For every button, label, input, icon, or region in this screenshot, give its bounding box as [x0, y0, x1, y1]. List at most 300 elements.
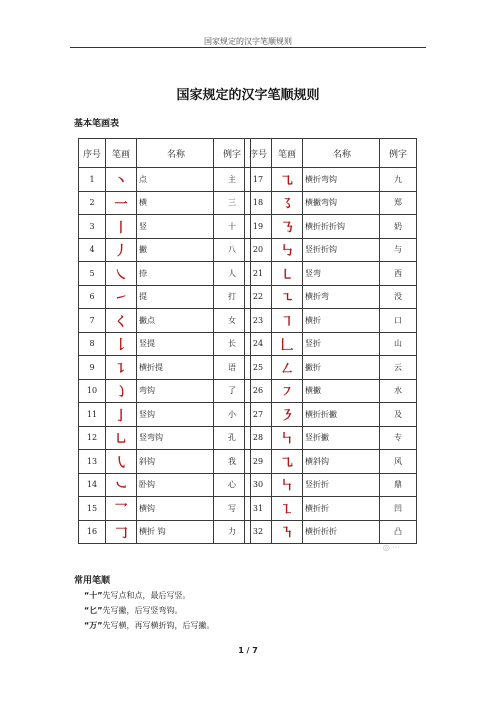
stroke-glyph: ㇀: [114, 291, 128, 307]
stroke-glyph-cell: [272, 379, 303, 403]
stroke-name: 撇: [139, 245, 147, 255]
stroke-glyph-cell: [106, 309, 137, 333]
table-row: [245, 473, 417, 497]
example-character: 主: [228, 174, 236, 184]
stroke-glyph: ㇈: [280, 455, 294, 471]
stroke-name: 横折折: [305, 503, 329, 513]
example-character-cell: [380, 285, 417, 309]
row-number: 27: [252, 409, 264, 419]
row-number: 23: [252, 315, 264, 325]
stroke-name-cell: [303, 520, 380, 544]
example-character: 了: [228, 386, 236, 396]
stroke-glyph-cell: [272, 332, 303, 356]
row-number: 1: [89, 174, 95, 184]
stroke-glyph: く: [114, 314, 128, 330]
stroke-glyph-cell: [106, 356, 137, 380]
row-number: 7: [89, 315, 95, 325]
stroke-name-cell: [137, 168, 214, 192]
stroke-table-image: [78, 138, 410, 555]
row-number: 18: [252, 198, 264, 208]
stroke-name: 横折折撇: [305, 409, 337, 419]
table-row: [245, 238, 417, 262]
stroke-glyph-cell: [106, 332, 137, 356]
stroke-name-cell: [137, 403, 214, 427]
page-number: 1 / 7: [238, 646, 258, 655]
stroke-name: 捺: [139, 268, 147, 278]
example-character: 十: [228, 221, 236, 231]
stroke-name: 横折弯钩: [305, 174, 337, 184]
example-character: 力: [228, 527, 236, 537]
row-number-cell: [245, 473, 272, 497]
stroke-glyph-cell: [106, 191, 137, 215]
stroke-glyph: ㇊: [114, 361, 128, 377]
row-number: 25: [252, 362, 264, 372]
example-character-cell: [380, 473, 417, 497]
stroke-glyph-cell: [272, 356, 303, 380]
row-number: 9: [89, 362, 95, 372]
stroke-glyph-cell: [272, 473, 303, 497]
table-row: [245, 285, 417, 309]
example-character: 与: [394, 245, 402, 255]
stroke-name-cell: [137, 238, 214, 262]
stroke-name-cell: [137, 191, 214, 215]
stroke-name: 横折: [305, 315, 321, 325]
stroke-glyph-cell: [106, 262, 137, 286]
row-number: 28: [252, 433, 264, 443]
row-number: 11: [86, 409, 98, 419]
row-number-cell: [79, 473, 106, 497]
row-number-cell: [245, 191, 272, 215]
row-number: 20: [252, 245, 264, 255]
stroke-glyph-cell: [272, 215, 303, 239]
row-number-cell: [79, 238, 106, 262]
header-rule: [70, 47, 426, 48]
header-stroke: 笔画: [272, 139, 303, 168]
row-number: 16: [86, 527, 98, 537]
table-row: [79, 168, 251, 192]
stroke-name: 提: [139, 292, 147, 302]
stroke-name-cell: [137, 520, 214, 544]
row-number-cell: [79, 379, 106, 403]
example-character: 专: [394, 433, 402, 443]
header-example: 例字: [214, 139, 251, 168]
example-character: 没: [394, 292, 402, 302]
table-row: [245, 215, 417, 239]
stroke-glyph: 乛: [114, 502, 128, 518]
stroke-glyph-cell: [106, 426, 137, 450]
stroke-glyph-cell: [106, 285, 137, 309]
section-heading-basic-strokes: 基本笔画表: [74, 119, 120, 129]
example-character: 心: [228, 480, 236, 490]
row-number-cell: [79, 309, 106, 333]
row-number-cell: [245, 262, 272, 286]
example-character: 凹: [394, 503, 402, 513]
stroke-name-cell: [303, 379, 380, 403]
table-row: [79, 520, 251, 544]
row-number-cell: [245, 356, 272, 380]
example-character-cell: [380, 332, 417, 356]
stroke-glyph: ㇉: [280, 244, 294, 260]
stroke-glyph: 𠃌: [114, 526, 128, 542]
header-name: 名称: [303, 139, 380, 168]
stroke-name-cell: [137, 215, 214, 239]
stroke-glyph-cell: [106, 497, 137, 521]
row-number-cell: [245, 497, 272, 521]
table-row: [245, 262, 417, 286]
table-row: [79, 426, 251, 450]
stroke-name-cell: [303, 262, 380, 286]
stroke-glyph-cell: [272, 403, 303, 427]
example-character: 九: [394, 174, 402, 184]
stroke-glyph-cell: [272, 168, 303, 192]
header-name: 名称: [137, 139, 214, 168]
rule-key: 十: [89, 591, 98, 600]
table-row: [79, 379, 251, 403]
stroke-name: 竖折折钩: [305, 245, 337, 255]
example-character: 我: [228, 456, 236, 466]
stroke-glyph: ㇇: [280, 385, 294, 401]
stroke-name: 斜钩: [139, 456, 155, 466]
stroke-name-cell: [137, 473, 214, 497]
example-character: 女: [228, 315, 236, 325]
row-number-cell: [79, 356, 106, 380]
stroke-name-cell: [137, 379, 214, 403]
stroke-glyph-cell: [272, 426, 303, 450]
row-number: 29: [252, 456, 264, 466]
table-header-row: [79, 139, 251, 168]
header-number: 序号: [245, 139, 272, 168]
example-character: 长: [228, 339, 236, 349]
stroke-glyph: 一: [114, 197, 128, 213]
stroke-glyph-cell: [106, 379, 137, 403]
row-number: 22: [252, 292, 264, 302]
stroke-name-cell: [137, 450, 214, 474]
table-row: [79, 215, 251, 239]
example-character: 风: [394, 456, 402, 466]
running-header: 国家规定的汉字笔顺规则: [204, 37, 292, 46]
stroke-glyph: ㇋: [280, 408, 294, 424]
rule-text: 先写横，再写横折钩，后写撇。: [102, 621, 215, 630]
stroke-glyph: ㇞: [280, 432, 294, 448]
stroke-glyph: 丶: [114, 173, 128, 189]
table-row: [245, 191, 417, 215]
stroke-name: 横撇: [305, 386, 321, 396]
stroke-glyph: ㇟: [114, 432, 128, 448]
stroke-name: 竖提: [139, 339, 155, 349]
table-row: [79, 309, 251, 333]
rule-key: 匕: [89, 606, 98, 615]
stroke-name: 撇折: [305, 362, 321, 372]
stroke-glyph: 𠃊: [280, 338, 294, 354]
row-number: 32: [252, 527, 264, 537]
stroke-name: 横折折折: [305, 527, 337, 537]
row-number: 4: [89, 245, 95, 255]
stroke-glyph: ㇃: [114, 479, 128, 495]
stroke-name-cell: [303, 403, 380, 427]
table-row: [245, 450, 417, 474]
stroke-glyph-cell: [106, 473, 137, 497]
stroke-name: 竖折: [305, 339, 321, 349]
example-character-cell: [380, 379, 417, 403]
row-number-cell: [79, 191, 106, 215]
stroke-name: 卧钩: [139, 480, 155, 490]
row-number-cell: [79, 262, 106, 286]
stroke-name: 横折 钩: [139, 527, 166, 537]
stroke-glyph-cell: [106, 238, 137, 262]
row-number-cell: [79, 215, 106, 239]
stroke-name-cell: [303, 473, 380, 497]
row-number-cell: [245, 379, 272, 403]
watermark: ◎ ···: [382, 543, 400, 552]
table-row: [245, 497, 417, 521]
stroke-name: 弯钩: [139, 386, 155, 396]
row-number: 10: [86, 386, 98, 396]
row-number: 8: [89, 339, 95, 349]
row-number: 21: [252, 268, 264, 278]
row-number: 14: [86, 480, 98, 490]
stroke-glyph-cell: [272, 520, 303, 544]
example-character: 口: [394, 315, 402, 325]
row-number: 12: [86, 433, 98, 443]
example-character-cell: [380, 497, 417, 521]
row-number: 15: [86, 503, 98, 513]
row-number-cell: [245, 426, 272, 450]
stroke-name-cell: [303, 450, 380, 474]
example-character: 语: [228, 362, 236, 372]
example-character: 云: [394, 362, 402, 372]
stroke-name-cell: [303, 238, 380, 262]
stroke-glyph-cell: [272, 191, 303, 215]
stroke-glyph-cell: [272, 238, 303, 262]
stroke-glyph: ㇁: [114, 385, 128, 401]
stroke-glyph: 丿: [114, 244, 128, 260]
rule-line: “万”先写横，再写横折钩，后写撇。: [84, 621, 215, 630]
row-number: 6: [89, 292, 95, 302]
stroke-glyph: ㇈: [280, 173, 294, 189]
section-heading-common-order: 常用笔顺: [74, 576, 111, 586]
stroke-glyph: ㇍: [280, 291, 294, 307]
table-header-row: [245, 139, 417, 168]
rule-text: 先写点和点，最后写竖。: [102, 591, 191, 600]
stroke-name-cell: [137, 356, 214, 380]
example-character: 人: [228, 268, 236, 278]
example-character: 八: [228, 245, 236, 255]
stroke-name-cell: [303, 215, 380, 239]
table-row: [245, 309, 417, 333]
row-number-cell: [245, 332, 272, 356]
example-character: 西: [394, 268, 402, 278]
stroke-glyph-cell: [106, 168, 137, 192]
example-character-cell: [380, 403, 417, 427]
example-character: 郑: [394, 198, 402, 208]
row-number: 24: [252, 339, 264, 349]
stroke-name: 横撇弯钩: [305, 198, 337, 208]
stroke-name-cell: [137, 309, 214, 333]
row-number: 17: [252, 174, 264, 184]
example-character-cell: [380, 520, 417, 544]
row-number-cell: [245, 238, 272, 262]
table-row: [245, 520, 417, 544]
stroke-name: 横斜钩: [305, 456, 329, 466]
example-character-cell: [380, 356, 417, 380]
table-row: [79, 191, 251, 215]
row-number-cell: [79, 426, 106, 450]
table-row: [79, 356, 251, 380]
row-number: 2: [89, 198, 95, 208]
rule-line: “十”先写点和点，最后写竖。: [84, 591, 191, 600]
stroke-name: 竖弯钩: [139, 433, 163, 443]
stroke-name: 竖钩: [139, 409, 155, 419]
row-number-cell: [245, 215, 272, 239]
stroke-name-cell: [137, 262, 214, 286]
row-number: 3: [89, 221, 95, 231]
header-number: 序号: [79, 139, 106, 168]
row-number-cell: [79, 332, 106, 356]
stroke-name: 点: [139, 174, 147, 184]
example-character-cell: [380, 238, 417, 262]
row-number-cell: [245, 285, 272, 309]
rule-line: “匕”先写撇，后写竖弯钩。: [84, 606, 183, 615]
stroke-glyph: ㇕: [280, 314, 294, 330]
row-number-cell: [245, 168, 272, 192]
example-character-cell: [380, 262, 417, 286]
example-character: 凸: [394, 527, 402, 537]
table-row: [79, 450, 251, 474]
stroke-name-cell: [137, 497, 214, 521]
stroke-name: 竖折折: [305, 480, 329, 490]
rule-key: 万: [89, 621, 98, 630]
stroke-glyph-cell: [272, 285, 303, 309]
example-character-cell: [380, 450, 417, 474]
stroke-name-cell: [137, 285, 214, 309]
example-character: 及: [394, 409, 402, 419]
stroke-name-cell: [303, 168, 380, 192]
row-number: 26: [252, 386, 264, 396]
stroke-name-cell: [137, 332, 214, 356]
row-number: 13: [86, 456, 98, 466]
table-row: [79, 497, 251, 521]
row-number-cell: [79, 450, 106, 474]
stroke-name: 竖: [139, 221, 147, 231]
example-character: 打: [228, 292, 236, 302]
example-character: 三: [228, 198, 236, 208]
stroke-name: 竖弯: [305, 268, 321, 278]
stroke-name-cell: [303, 426, 380, 450]
table-row: [79, 285, 251, 309]
example-character: 写: [228, 503, 236, 513]
row-number-cell: [79, 285, 106, 309]
stroke-glyph-cell: [272, 497, 303, 521]
table-row: [245, 403, 417, 427]
stroke-glyph: 亅: [114, 408, 128, 424]
example-character-cell: [380, 426, 417, 450]
row-number-cell: [245, 403, 272, 427]
table-row: [79, 262, 251, 286]
stroke-glyph-cell: [106, 215, 137, 239]
stroke-name-cell: [303, 497, 380, 521]
table-row: [79, 473, 251, 497]
stroke-glyph: 丨: [114, 220, 128, 236]
stroke-name-cell: [303, 191, 380, 215]
stroke-name: 横折提: [139, 362, 163, 372]
stroke-glyph: ㇏: [114, 267, 128, 283]
stroke-glyph: ㇌: [280, 197, 294, 213]
stroke-glyph: ㇄: [280, 267, 294, 283]
example-character: 奶: [394, 221, 402, 231]
stroke-name: 横: [139, 198, 147, 208]
example-character: 山: [394, 339, 402, 349]
row-number: 19: [252, 221, 264, 231]
header-example: 例字: [380, 139, 417, 168]
table-row: [245, 332, 417, 356]
stroke-glyph: ㇎: [280, 526, 294, 542]
example-character: 小: [228, 409, 236, 419]
example-character: 水: [394, 386, 402, 396]
table-row: [245, 356, 417, 380]
row-number: 31: [252, 503, 264, 513]
stroke-glyph-cell: [106, 520, 137, 544]
table-row: [79, 238, 251, 262]
example-character-cell: [380, 309, 417, 333]
stroke-glyph-cell: [272, 309, 303, 333]
example-character: 孔: [228, 433, 236, 443]
stroke-glyph-cell: [106, 450, 137, 474]
stroke-glyph-cell: [106, 403, 137, 427]
stroke-name-cell: [303, 309, 380, 333]
table-row: [79, 332, 251, 356]
stroke-name: 横钩: [139, 503, 155, 513]
stroke-name-cell: [303, 285, 380, 309]
stroke-table-right: [244, 138, 417, 544]
stroke-glyph-cell: [272, 450, 303, 474]
stroke-name: 横折弯: [305, 292, 329, 302]
row-number-cell: [245, 520, 272, 544]
example-character: 鼎: [394, 480, 402, 490]
stroke-glyph-cell: [272, 262, 303, 286]
stroke-name-cell: [303, 332, 380, 356]
stroke-glyph: 𠄌: [114, 338, 128, 354]
stroke-name: 横折折折钩: [305, 221, 345, 231]
example-character-cell: [380, 191, 417, 215]
document-title: 国家规定的汉字笔顺规则: [176, 88, 320, 103]
table-row: [245, 426, 417, 450]
row-number-cell: [245, 309, 272, 333]
stroke-name: 撇点: [139, 315, 155, 325]
row-number: 30: [252, 480, 264, 490]
row-number: 5: [89, 268, 95, 278]
stroke-glyph: ㇞: [280, 479, 294, 495]
example-character-cell: [380, 168, 417, 192]
table-row: [79, 403, 251, 427]
header-stroke: 笔画: [106, 139, 137, 168]
row-number-cell: [79, 520, 106, 544]
stroke-name-cell: [137, 426, 214, 450]
table-row: [245, 168, 417, 192]
example-character-cell: [380, 215, 417, 239]
table-row: [245, 379, 417, 403]
stroke-name-cell: [303, 356, 380, 380]
stroke-glyph: ㇂: [114, 455, 128, 471]
row-number-cell: [79, 168, 106, 192]
stroke-glyph: ㇅: [280, 502, 294, 518]
stroke-table-left: [78, 138, 251, 544]
row-number-cell: [245, 450, 272, 474]
stroke-name: 竖折撇: [305, 433, 329, 443]
rule-text: 先写撇，后写竖弯钩。: [102, 606, 183, 615]
row-number-cell: [79, 403, 106, 427]
stroke-glyph: ㇜: [280, 361, 294, 377]
row-number-cell: [79, 497, 106, 521]
